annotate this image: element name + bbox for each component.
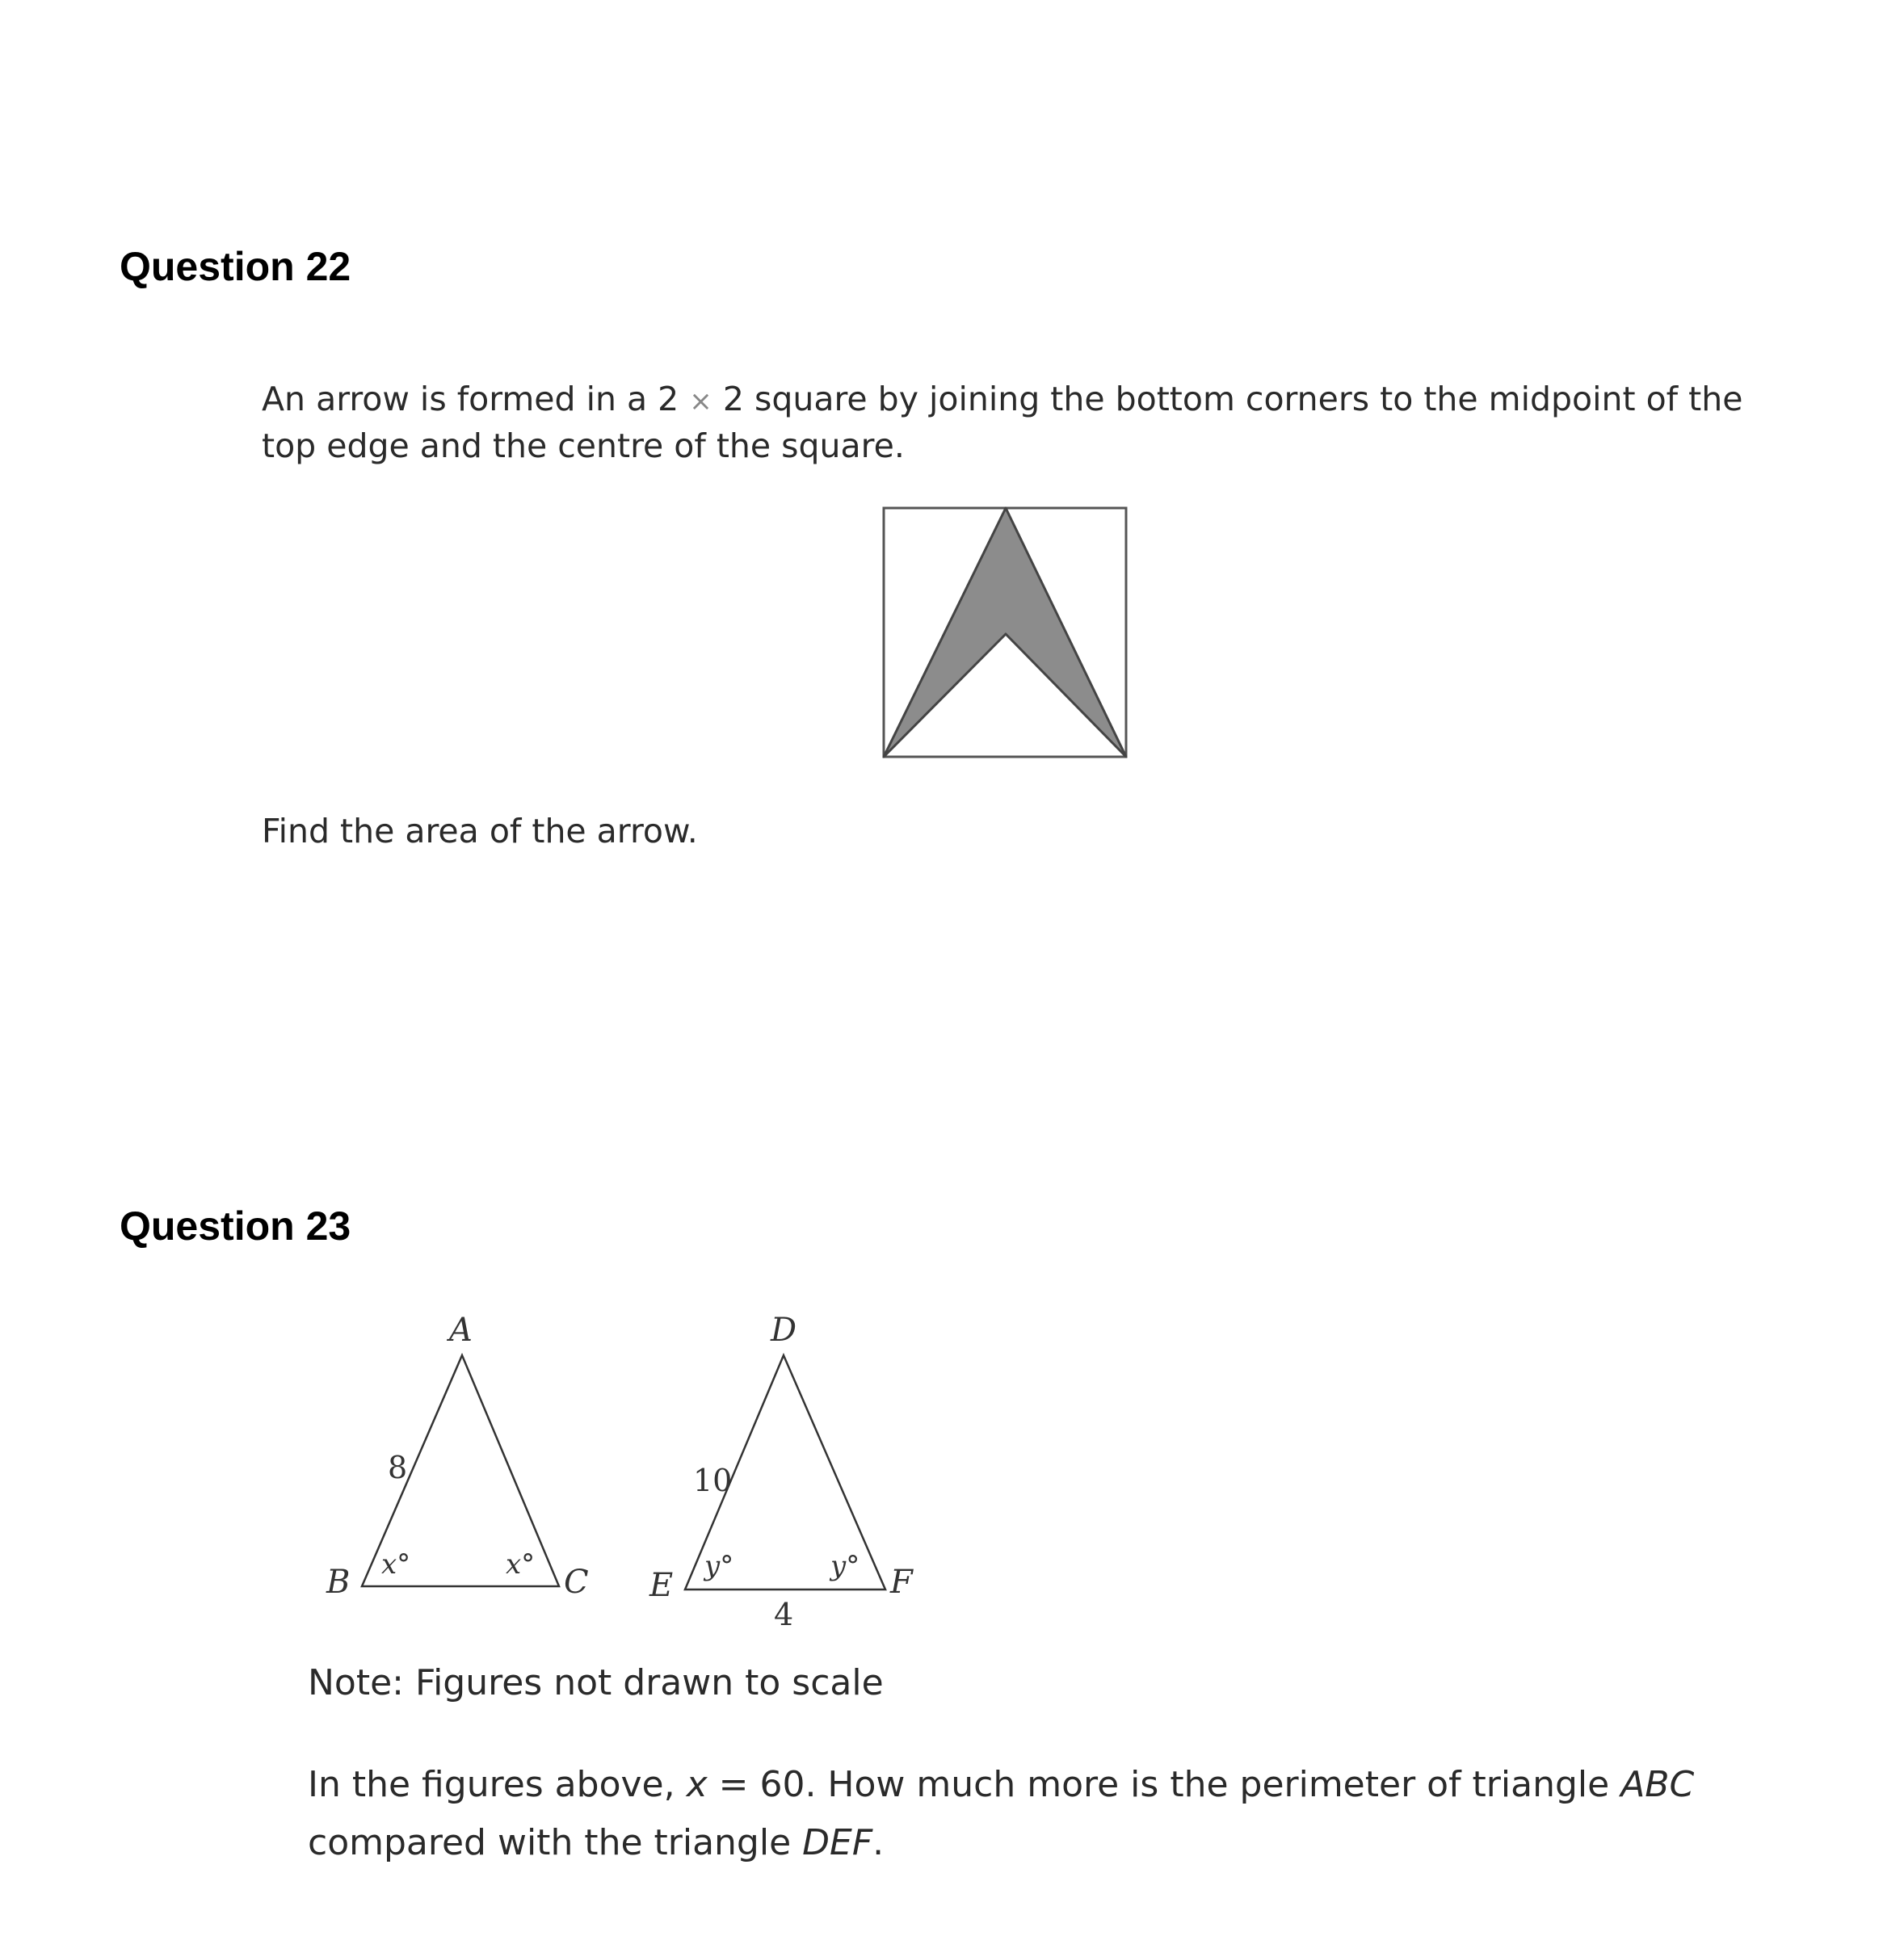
vertex-d-label: D	[771, 1312, 797, 1349]
prompt-triangle-abc: ABC	[1620, 1764, 1695, 1805]
question-22-prompt	[262, 377, 1797, 468]
angle-e-label: y°	[704, 1550, 734, 1582]
side-de-label: 10	[693, 1463, 733, 1498]
triangles-figure	[307, 1300, 937, 1640]
prompt-text-2: = 60. How much more is the perimeter of triangle	[707, 1764, 1621, 1805]
vertex-e-label: E	[649, 1567, 674, 1604]
angle-c-label: x°	[506, 1548, 536, 1581]
question-23-prompt	[308, 1756, 1843, 1872]
prompt-text-3: compared with the triangle	[308, 1822, 803, 1863]
figure-note: Note: Figures not drawn to scale	[308, 1662, 884, 1703]
side-ab-label: 8	[388, 1450, 408, 1485]
shaded-arrow	[884, 508, 1126, 757]
question-22-question: Find the area of the arrow.	[262, 812, 698, 850]
prompt-triangle-def: DEF	[802, 1822, 873, 1863]
prompt-text-start: An arrow is formed in a 2	[262, 380, 679, 418]
arrow-in-square-figure	[876, 501, 1135, 759]
vertex-a-label: A	[449, 1312, 473, 1349]
vertex-f-label: F	[890, 1564, 913, 1601]
question-22-heading: Question 22	[120, 244, 351, 289]
times-symbol: ×	[689, 385, 712, 418]
question-23-heading: Question 23	[120, 1203, 351, 1249]
vertex-b-label: B	[326, 1564, 351, 1601]
prompt-text-end: 2 square by joining the bottom corners to the midpoint of the top edge and the centre of the square.	[262, 380, 1743, 465]
side-ef-label: 4	[774, 1597, 794, 1632]
angle-f-label: y°	[830, 1550, 860, 1582]
prompt-text-1: In the figures above,	[308, 1764, 687, 1805]
prompt-variable-x: x	[686, 1764, 708, 1805]
vertex-c-label: C	[564, 1564, 589, 1601]
prompt-text-end: .	[872, 1822, 885, 1863]
angle-b-label: x°	[381, 1548, 411, 1581]
